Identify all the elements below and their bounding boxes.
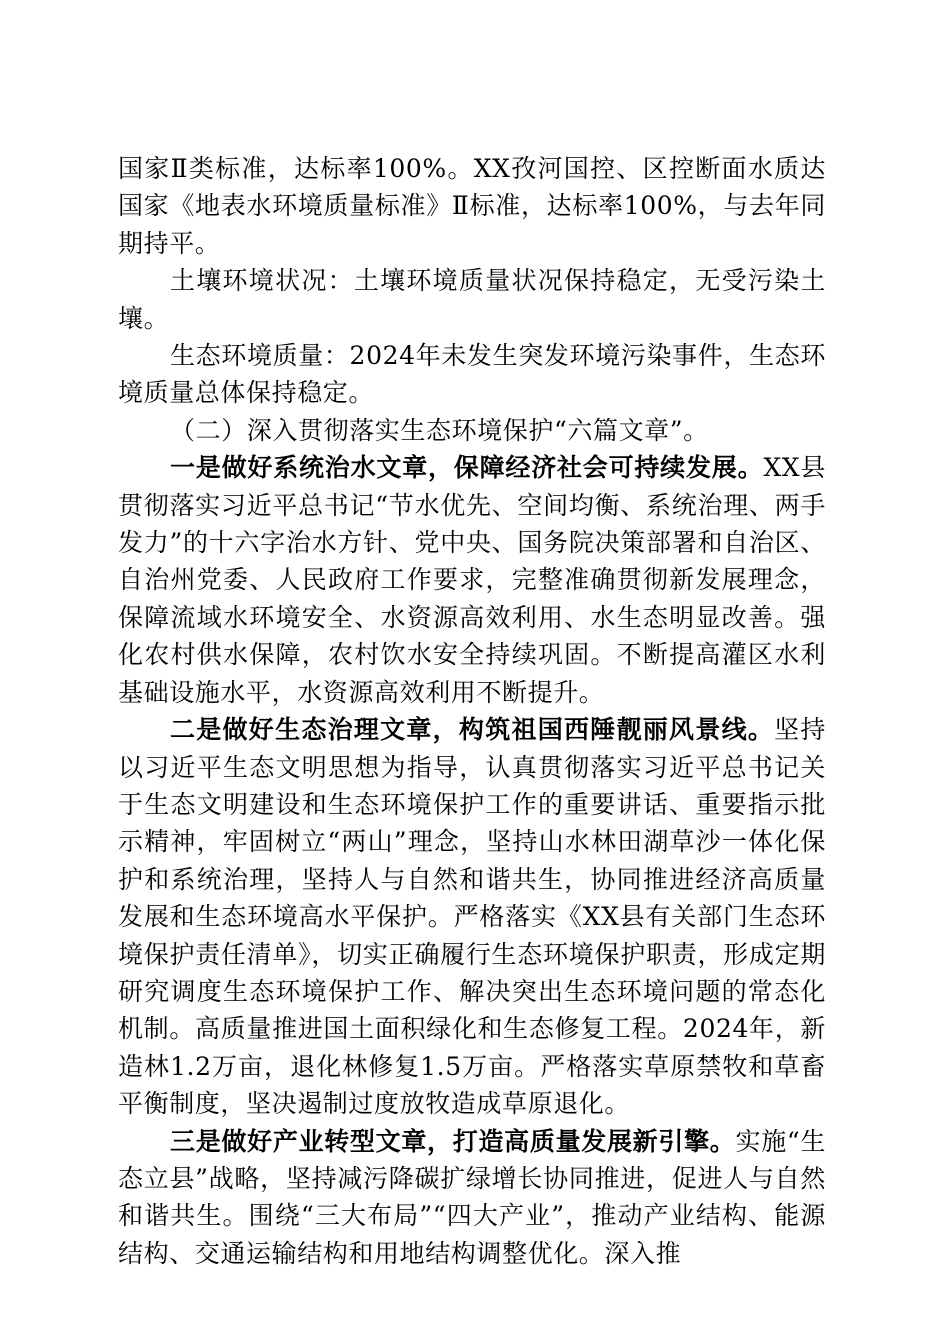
paragraph-ecological-quality: [118, 337, 826, 412]
paragraph-water-governance: [118, 449, 826, 711]
paragraph-text: XX县贯彻落实习近平总书记“节水优先、空间均衡、系统治理、两手发力”的十六字治水方针、党中央、国务院决策部署和自治区、自治州党委、人民政府工作要求，完整准确贯彻新发展理念，保障流域水环境安全、水资源高效利用、水生态明显改善。强化农村供水保障，农村饮水安全持续巩固。不断提高灌区水利基础设施水平，水资源高效利用不断提升。: [118, 453, 826, 707]
paragraph-text: 国家Ⅱ类标准，达标率100%。XX孜河国控、区控断面水质达国家《地表水环境质量标准》Ⅱ标准，达标率100%，与去年同期持平。: [118, 154, 826, 258]
paragraph-lead: 三是做好产业转型文章，打造高质量发展新引擎。: [170, 1126, 736, 1156]
paragraph-lead: 二是做好生态治理文章，构筑祖国西陲靓丽风景线。: [170, 715, 775, 745]
paragraph-ecological-governance: [118, 711, 826, 1122]
paragraph-soil-environment: [118, 262, 826, 337]
paragraph-text: 实施“生态立县”战略，坚持减污降碳扩绿增长协同推进，促进人与自然和谐共生。围绕“三大布局”“四大产业”，推动产业结构、能源结构、交通运输结构和用地结构调整优化。深入推: [118, 1126, 826, 1268]
document-page: [118, 150, 826, 1272]
paragraph-water-quality-continued: [118, 150, 826, 262]
section-heading-six-articles: [118, 412, 826, 449]
paragraph-industry-transformation: [118, 1123, 826, 1273]
paragraph-text: 生态环境质量：2024年未发生突发环境污染事件，生态环境质量总体保持稳定。: [118, 341, 826, 408]
section-heading-text: （二）深入贯彻落实生态环境保护“六篇文章”。: [170, 415, 709, 445]
paragraph-lead: 一是做好系统治水文章，保障经济社会可持续发展。: [170, 453, 764, 483]
paragraph-text: 土壤环境状况：土壤环境质量状况保持稳定，无受污染土壤。: [118, 266, 826, 333]
paragraph-text: 坚持以习近平生态文明思想为指导，认真贯彻落实习近平总书记关于生态文明建设和生态环境保护工作的重要讲话、重要指示批示精神，牢固树立“两山”理念，坚持山水林田湖草沙一体化保护和系统治理，坚持人与自然和谐共生，协同推进经济高质量发展和生态环境高水平保护。严格落实《XX县有关部门生态环境保护责任清单》，切实正确履行生态环境保护职责，形成定期研究调度生态环境保护工作、解决突出生态环境问题的常态化机制。高质量推进国土面积绿化和生态修复工程。2024年，新造林1.2万亩，退化林修复1.5万亩。严格落实草原禁牧和草畜平衡制度，坚决遏制过度放牧造成草原退化。: [118, 715, 826, 1119]
